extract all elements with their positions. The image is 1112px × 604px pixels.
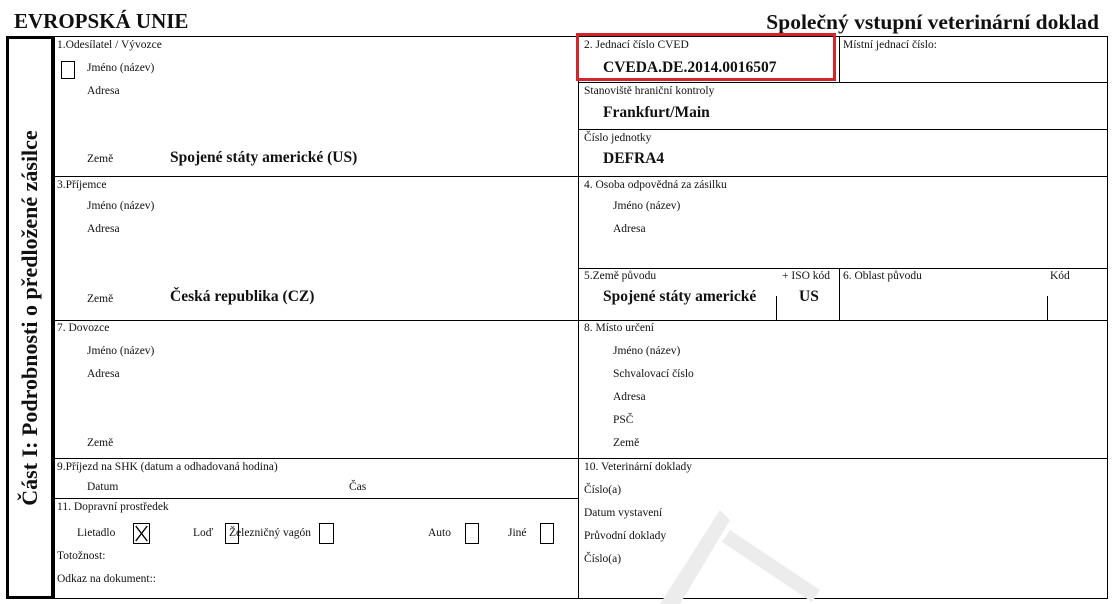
destination-zip-label: PSČ (613, 414, 634, 426)
responsible-person-label: 4. Osoba odpovědná za zásilku (584, 179, 727, 191)
transport-other-checkbox[interactable] (540, 523, 554, 544)
vet-documents-label: 10. Veterinární doklady (584, 461, 693, 473)
destination-address-label: Adresa (613, 391, 646, 403)
accompanying-number-label: Číslo(a) (584, 553, 622, 565)
destination-approval-label: Schvalovací číslo (613, 368, 694, 380)
vet-documents-number-label: Číslo(a) (584, 484, 622, 496)
header-left-title: EVROPSKÁ UNIE (14, 9, 189, 33)
destination-name-label: Jméno (název) (613, 345, 681, 357)
origin-country-value: Spojené státy americké (603, 288, 757, 305)
importer-label: 7. Dovozce (57, 322, 110, 334)
transport-doc-ref-label: Odkaz na dokument:: (57, 573, 157, 585)
transport-plane-label: Lietadlo (77, 527, 116, 539)
accompanying-documents-label: Průvodní doklady (584, 530, 667, 542)
watermark-graphic (600, 470, 860, 604)
cved-reference-label: 2. Jednací číslo CVED (584, 39, 689, 51)
vet-documents-issue-date-label: Datum vystavení (584, 507, 663, 519)
responsible-person-address-label: Adresa (613, 223, 646, 235)
consignee-country-label: Země (87, 293, 114, 305)
unit-number-value: DEFRA4 (603, 150, 665, 167)
region-origin-label: 6. Oblast původu (843, 270, 922, 282)
checked-x-icon (134, 524, 149, 543)
consignor-name-label: Jméno (název) (87, 62, 155, 74)
destination-country-label: Země (613, 437, 640, 449)
consignee-label: 3.Příjemce (57, 179, 107, 191)
transport-ship-label: Loď (193, 527, 214, 539)
highlight-box (576, 33, 836, 81)
arrival-date-label: Datum (87, 481, 119, 493)
consignor-country-value: Spojené státy americké (US) (170, 149, 358, 166)
transport-rail-checkbox[interactable] (319, 523, 334, 544)
unit-number-label: Číslo jednotky (584, 132, 652, 144)
bip-value: Frankfurt/Main (603, 104, 710, 121)
consignor-country-label: Země (87, 153, 114, 165)
part-one-label: Část I: Podrobnosti o předložené zásilce (17, 129, 42, 506)
iso-code-label: + ISO kód (782, 270, 831, 282)
transport-car-label: Auto (428, 527, 451, 539)
transport-car-checkbox[interactable] (465, 523, 479, 544)
header-right-title: Společný vstupní veterinární doklad (766, 10, 1099, 34)
arrival-time-label: Čas (349, 481, 367, 493)
consignor-label: 1.Odesílatel / Vývozce (57, 39, 162, 51)
consignor-address-label: Adresa (87, 85, 120, 97)
origin-country-label: 5.Země původu (584, 270, 657, 282)
transport-label: 11. Dopravní prostředek (57, 501, 169, 513)
responsible-person-name-label: Jméno (název) (613, 200, 681, 212)
consignee-address-label: Adresa (87, 223, 120, 235)
transport-plane-checkbox[interactable] (133, 523, 150, 544)
cved-reference-value: CVEDA.DE.2014.0016507 (603, 59, 777, 76)
region-code-label: Kód (1050, 270, 1070, 282)
importer-country-label: Země (87, 437, 114, 449)
importer-address-label: Adresa (87, 368, 120, 380)
arrival-label: 9.Příjezd na SHK (datum a odhadovaná hodina) (57, 461, 278, 473)
destination-label: 8. Místo určení (584, 322, 654, 334)
transport-other-label: Jiné (508, 527, 527, 539)
iso-code-value: US (799, 288, 819, 305)
consignee-country-value: Česká republika (CZ) (170, 288, 315, 305)
importer-name-label: Jméno (název) (87, 345, 155, 357)
transport-identity-label: Totožnost: (57, 550, 106, 562)
bip-label: Stanoviště hraniční kontroly (584, 85, 715, 97)
part-one-side-box (6, 36, 54, 599)
consignor-checkbox[interactable] (61, 61, 75, 79)
local-reference-label: Místní jednací číslo: (843, 39, 937, 51)
transport-rail-label: Železničný vagón (229, 527, 312, 539)
consignee-name-label: Jméno (název) (87, 200, 155, 212)
